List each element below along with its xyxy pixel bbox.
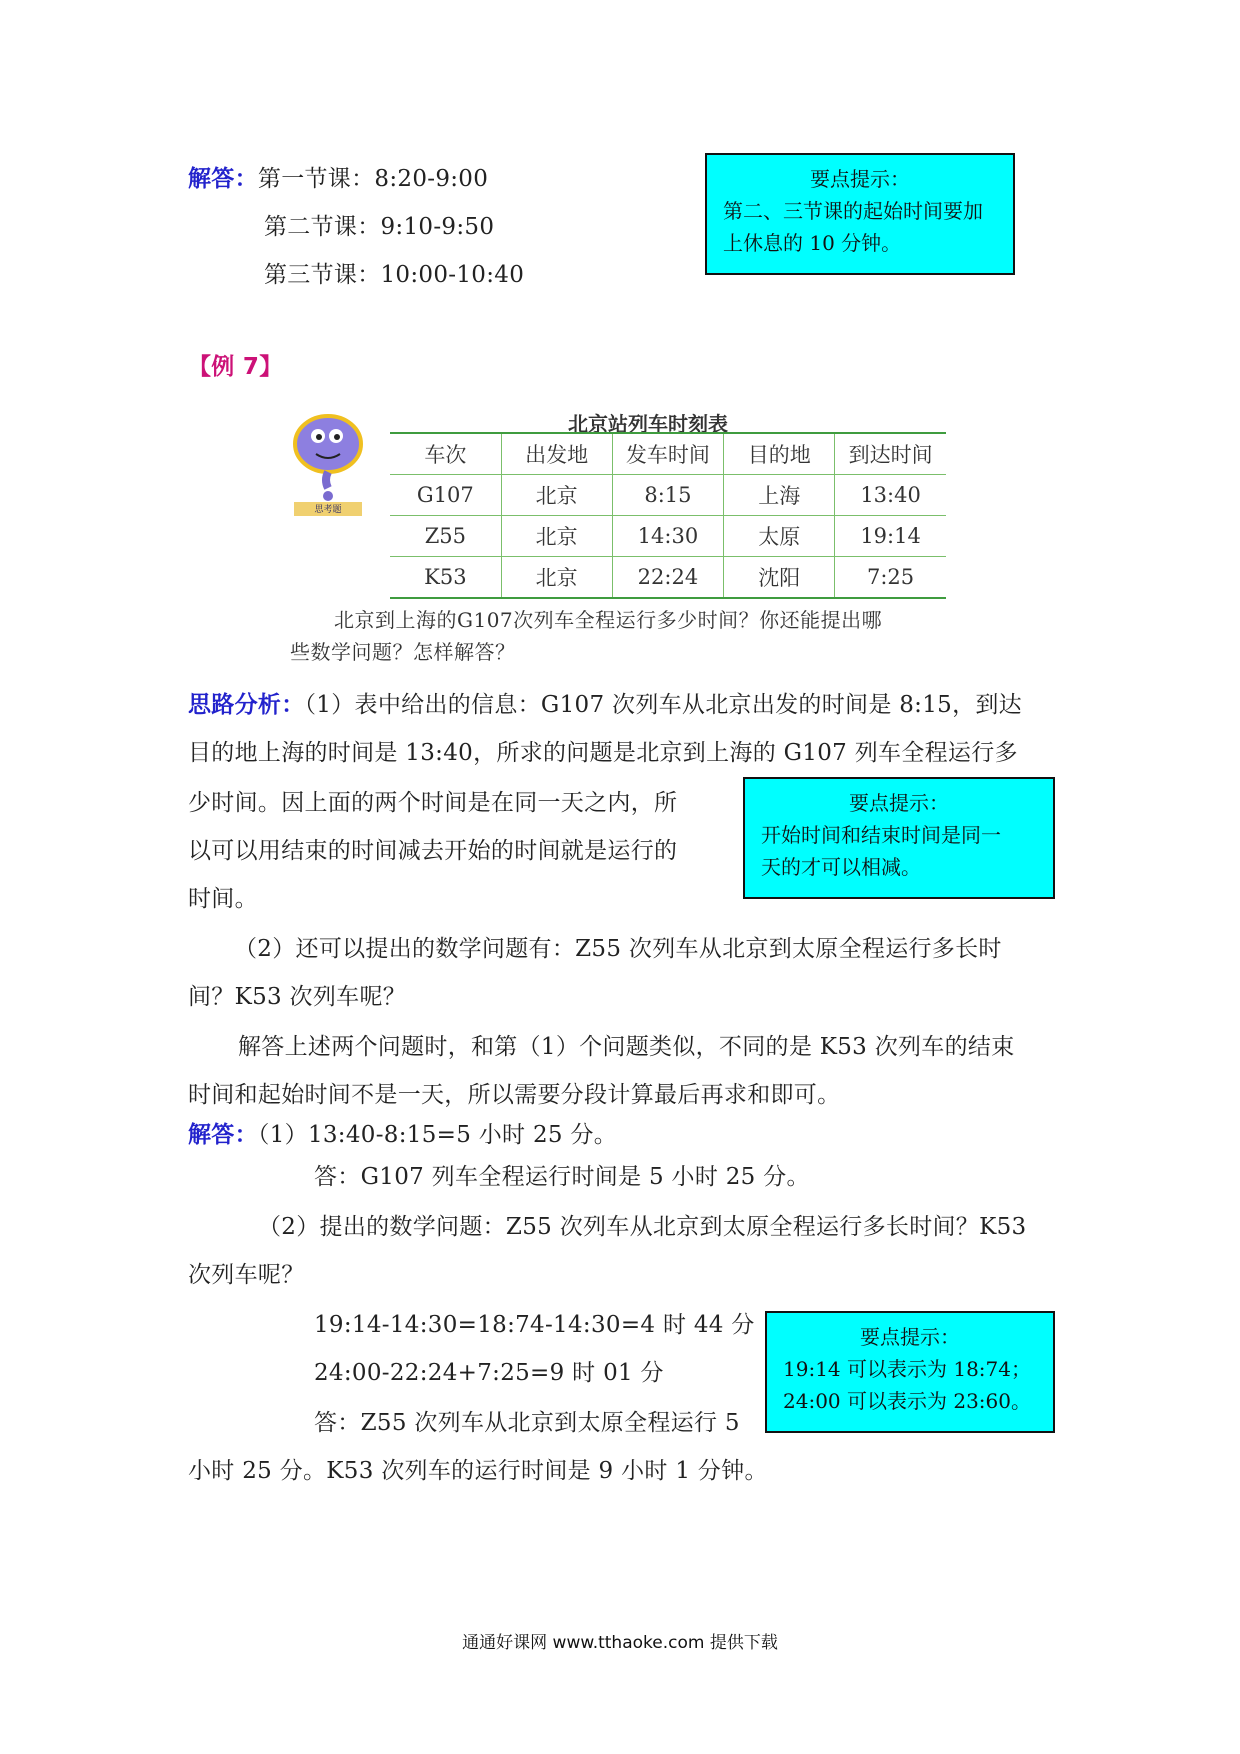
answer2-line4: 次列车呢？ (188, 1262, 305, 1288)
analysis-line6: （2）还可以提出的数学问题有：Z55 次列车从北京到太原全程运行多长时 (234, 936, 1002, 962)
answer1-line2: 第二节课：9:10-9:50 (264, 214, 495, 240)
mascot-label: 思考题 (314, 505, 342, 515)
answer1-line3: 第三节课：10:00-10:40 (264, 262, 525, 288)
analysis-line7: 间？K53 次列车呢？ (188, 984, 407, 1010)
tip-box-1: 要点提示： 第二、三节课的起始时间要加 上休息的 10 分钟。 (705, 153, 1015, 275)
timetable-table (390, 432, 946, 599)
tip-box-2: 要点提示： 开始时间和结束时间是同一 天的才可以相减。 (743, 777, 1055, 899)
question-line2: 些数学问题？怎样解答？ (290, 640, 516, 664)
analysis-line5: 时间。 (188, 886, 258, 912)
timetable-title: 北京站列车时刻表 (568, 412, 728, 436)
example-heading: 【例 7】 (188, 354, 283, 380)
table-row: K53 北京 22:24 沈阳 7:25 (390, 557, 946, 599)
tip-box-3: 要点提示： 19:14 可以表示为 18:74； 24:00 可以表示为 23:60。 (765, 1311, 1055, 1433)
analysis-line1: 思路分析：（1）表中给出的信息：G107 次列车从北京出发的时间是 8:15，到达 (188, 692, 1022, 718)
tip3-title: 要点提示： (860, 1325, 960, 1349)
analysis-label: 思路分析： (188, 692, 305, 718)
answer2-line1: 解答：（1）13:40-8:15=5 小时 25 分。 (188, 1122, 618, 1148)
answer2-line3: （2）提出的数学问题：Z55 次列车从北京到太原全程运行多长时间？K53 (258, 1214, 1027, 1240)
analysis-line3: 少时间。因上面的两个时间是在同一天之内，所 (188, 790, 678, 816)
answer2-label: 解答： (188, 1122, 258, 1148)
tip1-title: 要点提示： (810, 167, 910, 191)
analysis-line8: 解答上述两个问题时，和第（1）个问题类似，不同的是 K53 次列车的结束 (238, 1034, 1015, 1060)
timetable-figure (290, 408, 946, 664)
page-footer: 通通好课网 www.tthaoke.com 提供下载 (462, 1633, 778, 1653)
answer2-line7: 答：Z55 次列车从北京到太原全程运行 5 (314, 1410, 740, 1436)
answer2-line6: 24:00-22:24+7:25=9 时 01 分 (314, 1360, 664, 1386)
table-row: G107 北京 8:15 上海 13:40 (390, 475, 946, 516)
analysis-line9: 时间和起始时间不是一天，所以需要分段计算最后再求和即可。 (188, 1082, 841, 1108)
answer1-label: 解答： (188, 166, 258, 192)
answer1-line1: 解答：第一节课：8:20-9:00 (188, 166, 489, 192)
tip2-title: 要点提示： (849, 791, 949, 815)
answer2-line2: 答：G107 列车全程运行时间是 5 小时 25 分。 (314, 1164, 810, 1190)
table-header-row: 车次 出发地 发车时间 目的地 到达时间 (390, 433, 946, 475)
analysis-line2: 目的地上海的时间是 13:40，所求的问题是北京到上海的 G107 列车全程运行多 (188, 740, 1018, 766)
answer2-line8: 小时 25 分。K53 次列车的运行时间是 9 小时 1 分钟。 (188, 1458, 768, 1484)
table-row: Z55 北京 14:30 太原 19:14 (390, 516, 946, 557)
analysis-line4: 以可以用结束的时间减去开始的时间就是运行的 (188, 838, 678, 864)
answer2-line5: 19:14-14:30=18:74-14:30=4 时 44 分 (314, 1312, 755, 1338)
question-line1: 北京到上海的G107次列车全程运行多少时间？你还能提出哪 (334, 608, 883, 632)
